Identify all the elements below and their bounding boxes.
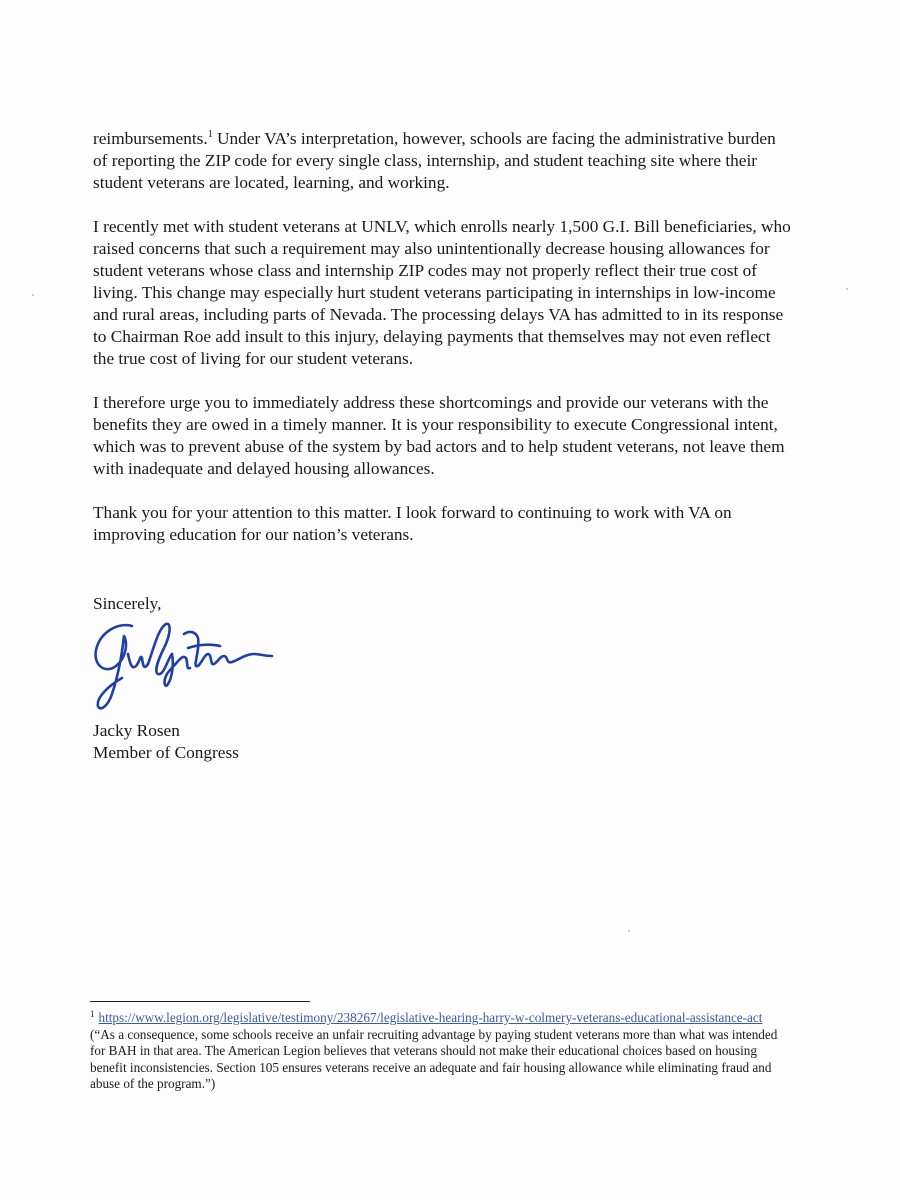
paragraph-4: Thank you for your attention to this matter. I look forward to continuing to work with VA on improving education for our nation’s veterans. [93,503,732,544]
footnote-quote: (“As a consequence, some schools receive an unfair recruiting advantage by paying student veterans more than what was intended for BAH in that area. The American Legion believes that veterans should not make their educational choices based on housing benefit inconsistencies. Section 105 ensures veterans receive an adequate and fair housing allowance while eliminating fraud and abuse of the program.”) [90,1026,778,1092]
paragraph-2: I recently met with student veterans at UNLV, which enrolls nearly 1,500 G.I. Bill beneficiaries, who raised concerns that such a requirement may also unintentionally decrease housing allowances for student veterans whose class and internship ZIP codes may not properly reflect their true cost of living. This change may especially hurt student veterans participating in internships in low-income and rural areas, including parts of Nevada. The processing delays VA has admitted to in its response to Chairman Roe add insult to this injury, delaying payments that themselves may not even reflect the true cost of living for our student veterans. [93,217,791,368]
signer-title: Member of Congress [93,743,239,762]
paragraph-1 [93,128,793,194]
paragraph-1-rest: Under VA’s interpretation, however, schools are facing the administrative burden of reporting the ZIP code for every single class, internship, and student teaching site where their student veterans are located, learning, and working. [93,129,776,192]
footnote [90,1010,790,1093]
scan-speck [32,294,34,296]
signer-name: Jacky Rosen [93,721,180,740]
footnote-number: 1 [90,1008,95,1019]
closing-salutation: Sincerely, [93,594,162,613]
footnote-link[interactable]: https://www.legion.org/legislative/testimony/238267/legislative-hearing-harry-w-colmery-veterans-educational-assistance-act [98,1010,763,1025]
signature-image [88,614,308,714]
scan-speck [846,288,848,290]
signer-block [93,720,239,764]
scan-speck [628,930,630,932]
paragraph-1-start: reimbursements. [93,129,208,148]
paragraph-3: I therefore urge you to immediately address these shortcomings and provide our veterans with the benefits they are owed in a timely manner. It is your responsibility to execute Congressional intent, which was to prevent abuse of the system by bad actors and to help student veterans, not leave them with inadequate and delayed housing allowances. [93,393,785,478]
letter-body [93,128,793,568]
footnote-separator [90,1001,310,1002]
footnote-reference: 1 [207,129,213,141]
